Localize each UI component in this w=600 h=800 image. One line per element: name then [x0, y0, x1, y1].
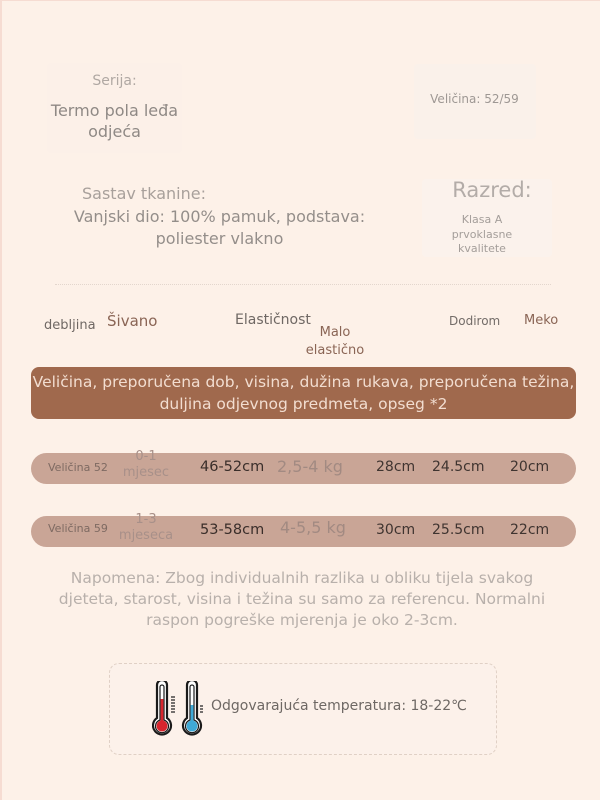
thermometer-icons: [152, 681, 208, 741]
elasticity-label: Elastičnost: [235, 312, 311, 328]
grade-value: Klasa A prvoklasne kvalitete: [451, 213, 513, 255]
size-value: Veličina: 52/59: [430, 92, 519, 106]
row-weight: 2,5-4 kg: [277, 457, 343, 476]
row-size: Veličina 59: [48, 522, 108, 535]
thermometer-hot-icon: [152, 681, 208, 741]
row-sleeve: 30cm: [376, 522, 416, 538]
grade-label: Razred:: [452, 178, 532, 202]
elasticity-value: Malo elastično: [305, 325, 365, 358]
row-length: 25.5cm: [432, 522, 485, 538]
row-size: Veličina 52: [48, 461, 108, 474]
section-divider: [55, 284, 551, 285]
row-length: 24.5cm: [432, 459, 485, 475]
thickness-label: debljina: [44, 318, 96, 333]
table-row: [31, 449, 576, 484]
row-girth: 20cm: [510, 459, 550, 475]
fabric-label: Sastav tkanine:: [82, 184, 206, 203]
row-height: 53-58cm: [200, 522, 265, 538]
measurement-note: Napomena: Zbog individualnih razlika u obliku tijela svakog djeteta, starost, visina i težina su samo za referencu. Normalni raspon pogreške mjerenja je oko 2-3cm.: [58, 569, 546, 629]
row-age: 1-3 mjeseca: [118, 512, 174, 543]
thickness-value: Šivano: [107, 312, 158, 330]
touch-value: Meko: [524, 313, 559, 328]
touch-label: Dodirom: [449, 314, 501, 328]
series-value: Termo pola leđa odjeća: [50, 101, 179, 141]
table-row: [31, 512, 576, 547]
row-age: 0-1 mjesec: [122, 449, 170, 480]
row-girth: 22cm: [510, 522, 550, 538]
temperature-text: Odgovarajuća temperatura: 18-22℃: [211, 698, 467, 714]
row-sleeve: 28cm: [376, 459, 416, 475]
size-table-header: Veličina, preporučena dob, visina, dužina rukava, preporučena težina, duljina odjevnog predmeta, opseg *2: [31, 367, 576, 419]
row-height: 46-52cm: [200, 459, 265, 475]
fabric-value: Vanjski dio: 100% pamuk, podstava: poliester vlakno: [73, 207, 366, 248]
series-label: Serija:: [92, 73, 137, 89]
row-weight: 4-5,5 kg: [280, 518, 346, 537]
